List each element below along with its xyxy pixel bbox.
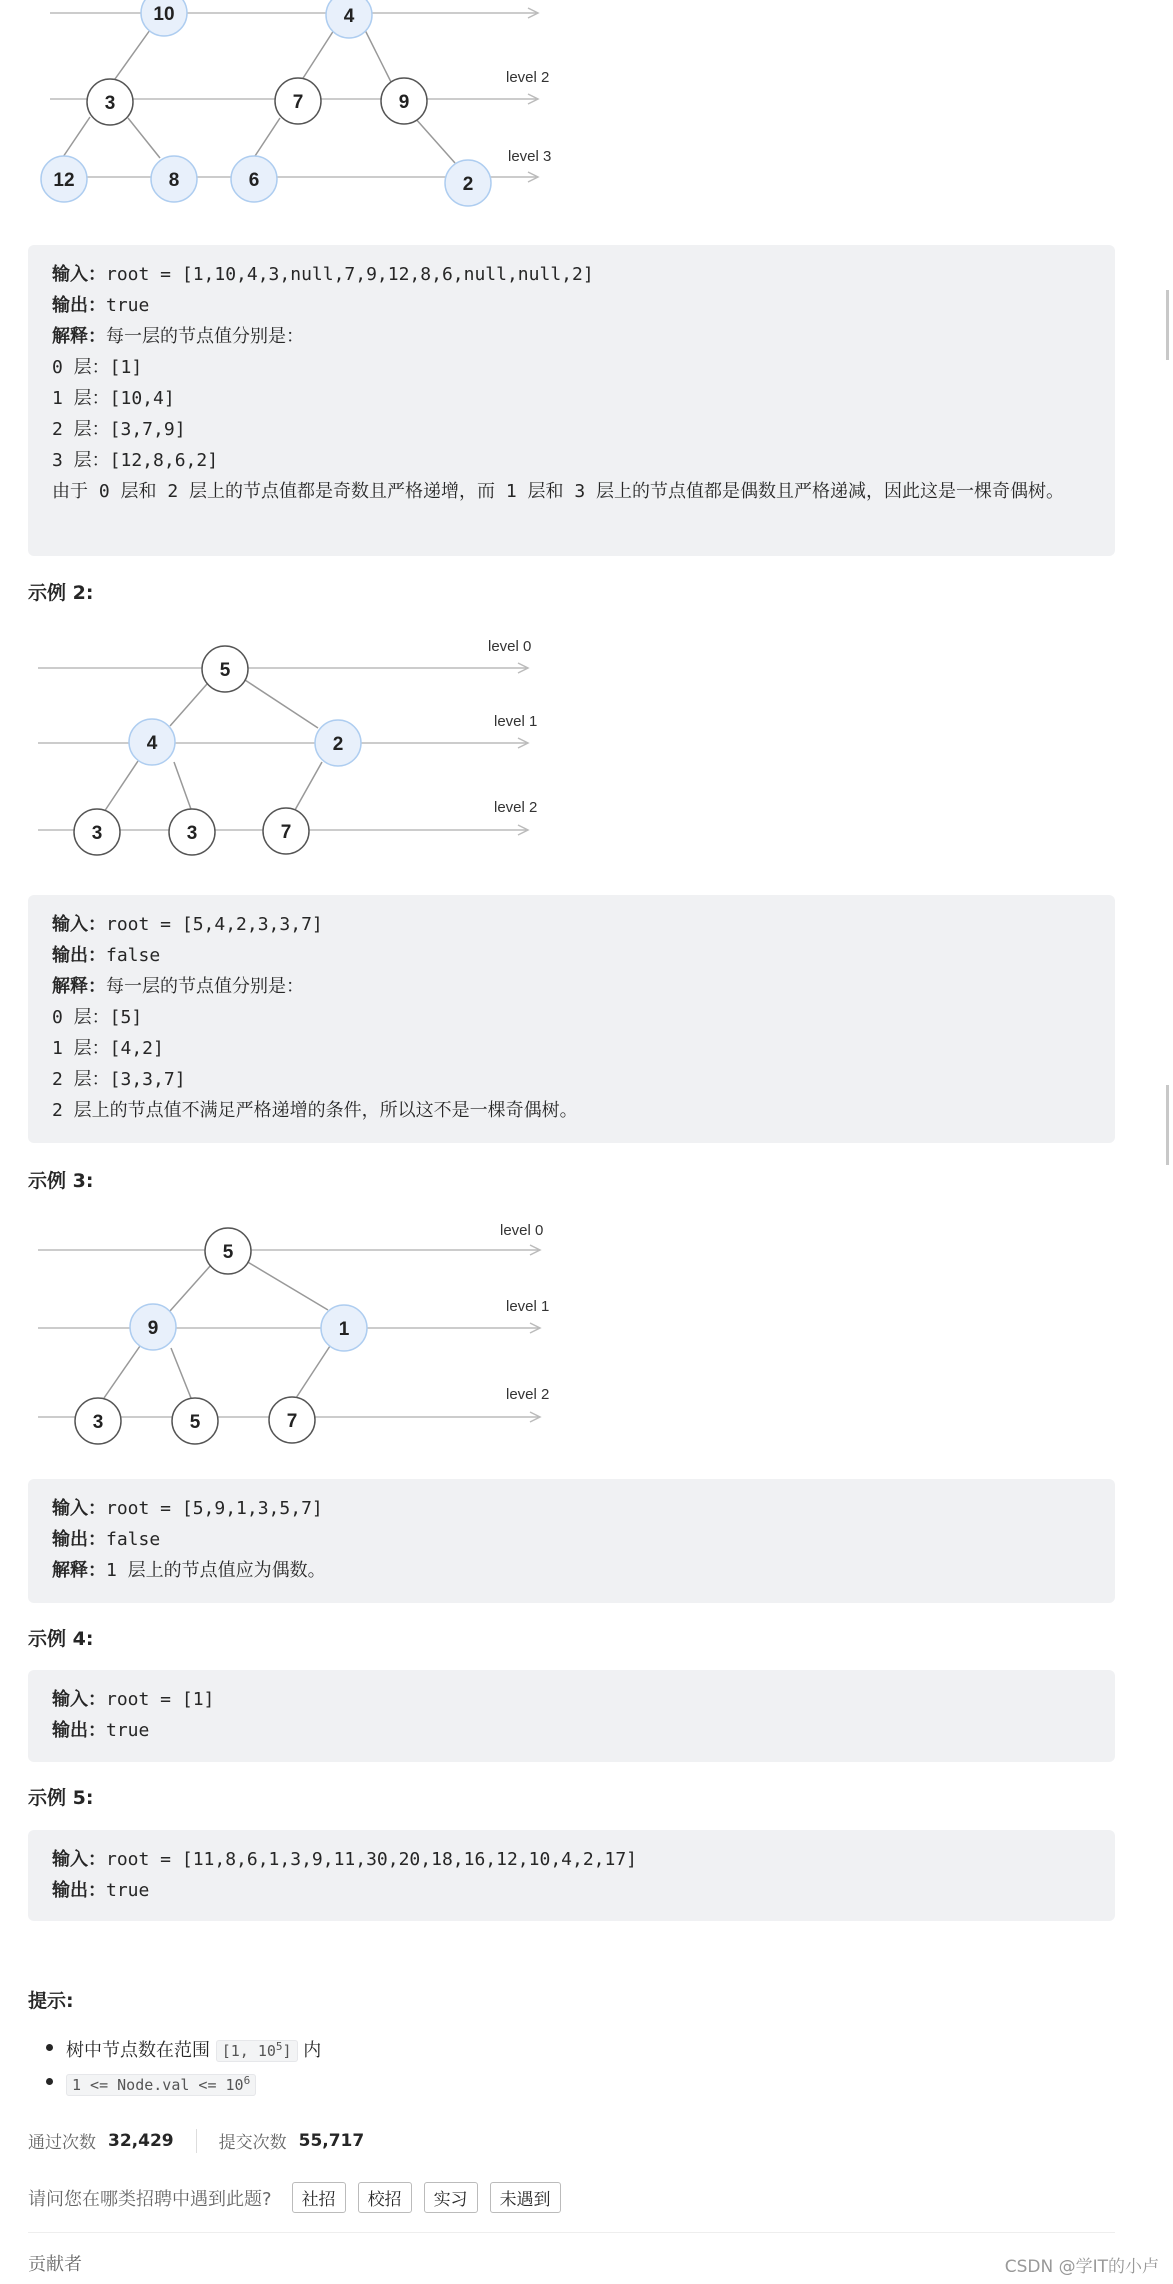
example-2-heading: 示例 2: bbox=[28, 582, 94, 604]
hints-list bbox=[66, 2032, 321, 2100]
tree1-node: 9 bbox=[398, 92, 410, 113]
input-label: 输入： bbox=[52, 264, 106, 285]
tree2-node: 3 bbox=[186, 823, 198, 844]
input-label: 输入： bbox=[52, 1849, 106, 1870]
tree2-node: 5 bbox=[219, 660, 231, 681]
tree-diagram-example-1 bbox=[0, 0, 600, 215]
tree2-level-label: level 1 bbox=[494, 713, 538, 730]
example-2-box bbox=[28, 895, 1115, 1143]
example-1-level: 2 层：[3,7,9] bbox=[52, 419, 186, 440]
scroll-indicator[interactable] bbox=[1166, 290, 1169, 360]
tree2-node: 7 bbox=[280, 822, 292, 843]
survey-question: 请问您在哪类招聘中遇到此题? bbox=[28, 2188, 272, 2210]
tree3-node: 5 bbox=[189, 1412, 201, 1433]
example-5-box bbox=[28, 1830, 1115, 1921]
tree1-node: 10 bbox=[153, 4, 175, 25]
tree1-level-label: level 2 bbox=[506, 69, 550, 86]
stats-divider bbox=[196, 2129, 197, 2153]
hint-text: 树中节点数在范围 bbox=[66, 2040, 216, 2061]
example-2-level: 2 层：[3,3,7] bbox=[52, 1069, 186, 1090]
tag-campus-hire-button[interactable]: 校招 bbox=[358, 2182, 412, 2213]
hint-code-text: [1, 10 bbox=[221, 2042, 276, 2060]
example-1-explanation: 每一层的节点值分别是： bbox=[106, 326, 304, 347]
example-5-heading: 示例 5: bbox=[28, 1787, 94, 1809]
passed-value: 32,429 bbox=[108, 2130, 174, 2151]
tag-not-encountered-button[interactable]: 未遇到 bbox=[490, 2182, 561, 2213]
example-1-level: 0 层：[1] bbox=[52, 357, 143, 378]
section-divider bbox=[28, 2232, 1115, 2233]
example-3-output: false bbox=[106, 1529, 161, 1550]
example-1-level: 3 层：[12,8,6,2] bbox=[52, 450, 219, 471]
tree1-level-label: level 3 bbox=[508, 148, 552, 165]
hint-code bbox=[216, 2040, 298, 2062]
input-label: 输入： bbox=[52, 914, 106, 935]
input-label: 输入： bbox=[52, 1498, 106, 1519]
example-4-input: root = [1] bbox=[106, 1689, 215, 1710]
tree1-node: 3 bbox=[104, 93, 116, 114]
example-1-output: true bbox=[106, 295, 150, 316]
output-label: 输出： bbox=[52, 1529, 106, 1550]
tree3-node: 7 bbox=[286, 1411, 298, 1432]
hint-code bbox=[66, 2074, 256, 2096]
submit-value: 55,717 bbox=[298, 2130, 365, 2151]
tree1-node: 4 bbox=[343, 6, 355, 27]
example-2-level: 0 层：[5] bbox=[52, 1007, 143, 1028]
tree3-level-label: level 2 bbox=[506, 1386, 550, 1403]
output-label: 输出： bbox=[52, 1720, 106, 1741]
explanation-label: 解释： bbox=[52, 326, 106, 347]
example-4-heading: 示例 4: bbox=[28, 1628, 94, 1650]
hint-item bbox=[66, 2032, 321, 2066]
tree1-node: 8 bbox=[168, 170, 180, 191]
example-1-note: 由于 0 层和 2 层上的节点值都是奇数且严格递增，而 1 层和 3 层上的节点值都是偶数且严格递减，因此这是一棵奇偶树。 bbox=[52, 481, 1065, 502]
hint-text: 内 bbox=[297, 2040, 322, 2061]
tree2-node: 3 bbox=[91, 823, 103, 844]
hints-title: 提示: bbox=[28, 1990, 74, 2012]
example-2-note: 2 层上的节点值不满足严格递增的条件，所以这不是一棵奇偶树。 bbox=[52, 1100, 578, 1121]
example-5-input: root = [11,8,6,1,3,9,11,30,20,18,16,12,10,4,2,17] bbox=[106, 1849, 638, 1870]
scroll-indicator[interactable] bbox=[1166, 1085, 1169, 1165]
tree1-node: 2 bbox=[462, 174, 474, 195]
tree2-level-label: level 0 bbox=[488, 638, 532, 655]
example-2-output: false bbox=[106, 945, 161, 966]
example-1-input: root = [1,10,4,3,null,7,9,12,8,6,null,null,2] bbox=[106, 264, 594, 285]
example-3-box bbox=[28, 1479, 1115, 1603]
example-1-level: 1 层：[10,4] bbox=[52, 388, 175, 409]
output-label: 输出： bbox=[52, 295, 106, 316]
tree2-node: 4 bbox=[146, 733, 158, 754]
tree2-level-label: level 2 bbox=[494, 799, 538, 816]
hint-code-sup: 6 bbox=[243, 2074, 251, 2087]
hint-code-text: ] bbox=[282, 2042, 292, 2060]
hint-code-text: 1 <= Node.val <= 10 bbox=[72, 2076, 244, 2094]
tree3-node: 5 bbox=[222, 1242, 234, 1263]
explanation-label: 解释： bbox=[52, 1560, 106, 1581]
tree-diagram-example-3 bbox=[0, 1208, 600, 1458]
example-2-input: root = [5,4,2,3,3,7] bbox=[106, 914, 323, 935]
contributors-label[interactable]: 贡献者 bbox=[28, 2254, 82, 2275]
tree1-node: 7 bbox=[292, 92, 304, 113]
output-label: 输出： bbox=[52, 1880, 106, 1901]
example-2-explanation: 每一层的节点值分别是： bbox=[106, 976, 304, 997]
example-1-box bbox=[28, 245, 1115, 556]
example-3-input: root = [5,9,1,3,5,7] bbox=[106, 1498, 323, 1519]
tree3-node: 9 bbox=[147, 1318, 159, 1339]
submit-label: 提交次数 bbox=[218, 2133, 287, 2153]
tree3-node: 3 bbox=[92, 1412, 104, 1433]
example-4-box bbox=[28, 1670, 1115, 1762]
example-2-level: 1 层：[4,2] bbox=[52, 1038, 164, 1059]
hint-item bbox=[66, 2066, 321, 2100]
example-3-explanation: 1 层上的节点值应为偶数。 bbox=[106, 1560, 326, 1581]
output-label: 输出： bbox=[52, 945, 106, 966]
input-label: 输入： bbox=[52, 1689, 106, 1710]
tree3-node: 1 bbox=[338, 1319, 350, 1340]
tag-social-hire-button[interactable]: 社招 bbox=[292, 2182, 346, 2213]
hint-code-sup: 5 bbox=[275, 2040, 283, 2053]
tree-diagram-example-2 bbox=[0, 628, 600, 868]
tree1-node: 12 bbox=[53, 170, 75, 191]
example-4-output: true bbox=[106, 1720, 150, 1741]
tree3-level-label: level 0 bbox=[500, 1222, 544, 1239]
tree2-node: 2 bbox=[332, 734, 344, 755]
passed-label: 通过次数 bbox=[28, 2133, 96, 2153]
example-3-heading: 示例 3: bbox=[28, 1170, 94, 1192]
tag-internship-button[interactable]: 实习 bbox=[424, 2182, 478, 2213]
tree3-level-label: level 1 bbox=[506, 1298, 550, 1315]
tree1-node: 6 bbox=[248, 170, 260, 191]
example-5-output: true bbox=[106, 1880, 150, 1901]
csdn-watermark: CSDN @学IT的小卢 bbox=[1004, 2257, 1159, 2277]
interview-survey bbox=[28, 2182, 561, 2213]
submission-stats bbox=[28, 2128, 364, 2153]
explanation-label: 解释： bbox=[52, 976, 106, 997]
